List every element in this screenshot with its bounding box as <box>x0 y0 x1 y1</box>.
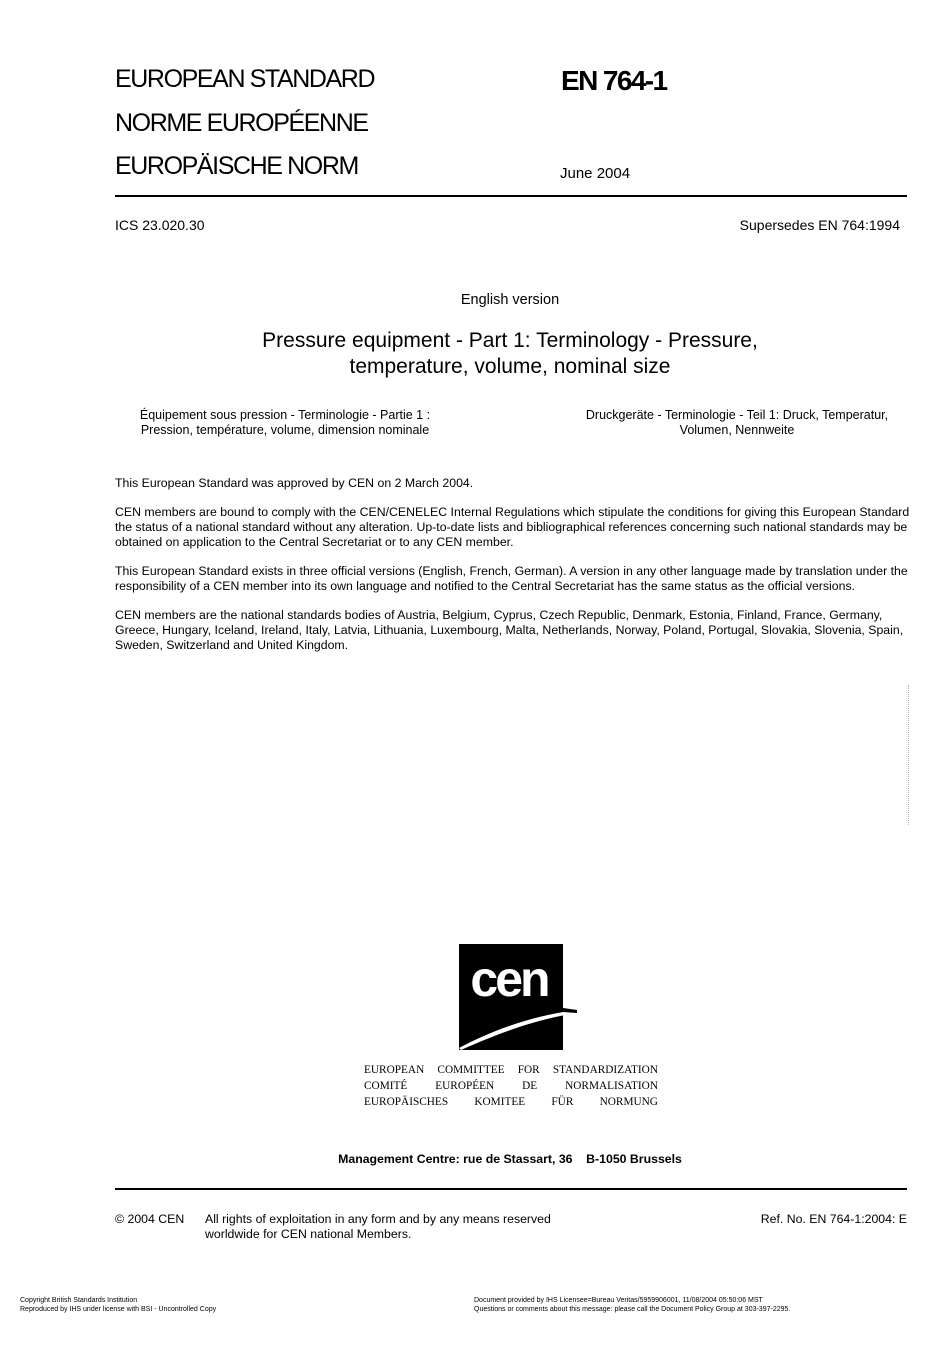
publication-date: June 2004 <box>560 165 631 182</box>
document-number: EN 764-1 <box>561 65 667 96</box>
supersedes-note: Supersedes EN 764:1994 <box>739 217 900 233</box>
french-title: Équipement sous pression - Terminologie - Partie 1 : Pression, température, volume, dimension nominale <box>139 408 431 437</box>
reference-number: Ref. No. EN 764-1:2004: E <box>760 1212 907 1226</box>
logo-lettering: cen <box>470 951 548 1007</box>
committee-name <box>364 1062 658 1110</box>
compliance-paragraph: CEN members are bound to comply with the CEN/CENELEC Internal Regulations which stipulate the conditions for giving this European Standard the status of a national standard without any alteration. Up-to-date lists and bibliographical references concerning such national standards may be obtained on application to the Central Secretariat or to any CEN member. <box>115 505 910 549</box>
document-title: Pressure equipment - Part 1: Terminology - Pressure, temperature, volume, nominal size <box>262 329 758 378</box>
members-paragraph: CEN members are the national standards bodies of Austria, Belgium, Cyprus, Czech Republic, Denmark, Estonia, Finland, France, Germany, Greece, Hungary, Iceland, Ireland, Italy, Latvia, Lithuania, Luxembourg, Malta, Netherlands, Norway, Poland, Portugal, Slovakia, Slovenia, Spain, Sweden, Switzerland and United Kingdom. <box>115 608 904 652</box>
german-title: Druckgeräte - Terminologie - Teil 1: Druck, Temperatur, Volumen, Nennweite <box>585 408 889 437</box>
header-divider <box>115 195 907 197</box>
ics-code: ICS 23.020.30 <box>115 217 205 233</box>
copyright: © 2004 CEN <box>115 1212 185 1226</box>
committee-line-de: EUROPÄISCHES KOMITEE FÜR NORMUNG <box>364 1096 658 1108</box>
versions-paragraph: This European Standard exists in three official versions (English, French, German). A version in any other language made by translation under the responsibility of a CEN member into its own language and notified to the Central Secretariat has the same status as the official versions. <box>115 564 908 593</box>
language-version: English version <box>460 292 560 308</box>
standard-title-fr: NORME EUROPÉENNE <box>115 109 368 137</box>
margin-dots <box>908 685 912 825</box>
footer-divider <box>115 1188 907 1190</box>
license-notice: Copyright British Standards Institution Reproduced by IHS under license with BSI - Uncontrolled Copy <box>20 1297 217 1313</box>
committee-line-en: EUROPEAN COMMITTEE FOR STANDARDIZATION <box>364 1064 658 1076</box>
standard-title-de: EUROPÄISCHE NORM <box>115 152 358 180</box>
approval-paragraph: This European Standard was approved by CEN on 2 March 2004. <box>115 476 474 490</box>
body-text <box>115 476 910 667</box>
rights-statement: All rights of exploitation in any form and by any means reserved worldwide for CEN national Members. <box>205 1212 551 1241</box>
committee-line-fr: COMITÉ EUROPÉEN DE NORMALISATION <box>364 1080 658 1092</box>
cen-logo <box>459 944 577 1050</box>
management-centre: Management Centre: rue de Stassart, 36 B-1050 Brussels <box>338 1152 682 1166</box>
provider-notice: Document provided by IHS Licensee=Bureau Veritas/5959906001, 11/08/2004 05:50:06 MST Questions or comments about this message: please call the Document Policy Group at 303-397-2295. <box>474 1297 791 1313</box>
standard-title-en: EUROPEAN STANDARD <box>115 65 375 93</box>
